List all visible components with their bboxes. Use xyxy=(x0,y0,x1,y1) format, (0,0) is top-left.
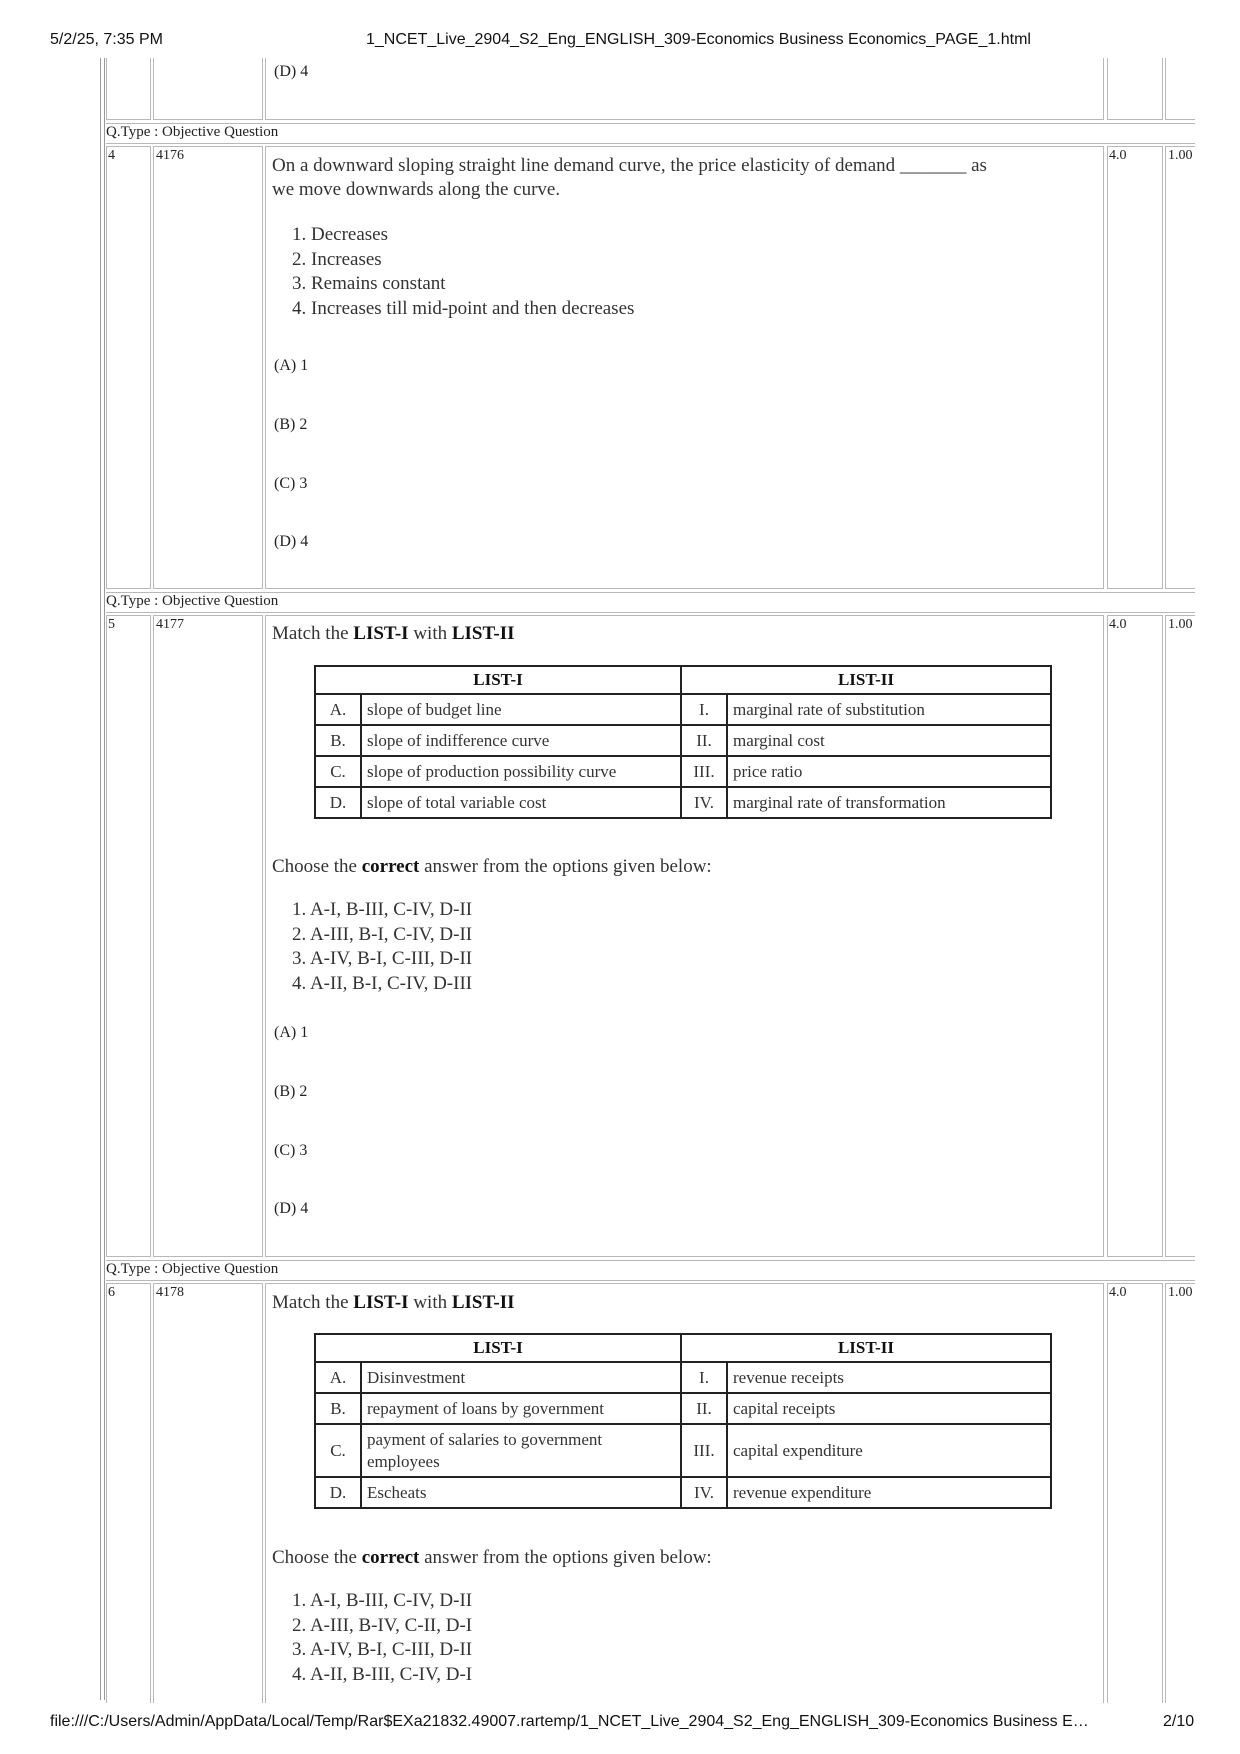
q4-qid-cell xyxy=(153,146,263,589)
q6-sno-cell xyxy=(106,1283,151,1703)
list1-label: C. xyxy=(315,756,361,787)
q5-negative-marks: 1.00 xyxy=(1168,617,1193,632)
q4-marks: 4.0 xyxy=(1109,148,1127,163)
q4-choice: 2. Increases xyxy=(292,248,382,270)
q5-question-id: 4177 xyxy=(156,617,184,632)
q5-intro-with: with xyxy=(408,623,452,644)
q5-serial-number: 5 xyxy=(108,617,115,632)
q4-option-b: (B) 2 xyxy=(274,416,308,433)
q6-marks-cell xyxy=(1107,1283,1163,1703)
table-row xyxy=(315,787,1051,818)
list2-item: capital receipts xyxy=(727,1393,1051,1424)
q5-choice: 4. A-II, B-I, C-IV, D-III xyxy=(292,972,473,994)
list1-label: B. xyxy=(315,1393,361,1424)
q6-qtype-divider-bottom xyxy=(106,1280,1195,1281)
list1-item: slope of production possibility curve xyxy=(361,756,681,787)
prev-sno-cell xyxy=(106,58,151,120)
q6-choice: 2. A-III, B-IV, C-II, D-I xyxy=(292,1614,473,1636)
list1-item: slope of budget line xyxy=(361,694,681,725)
q6-intro xyxy=(272,1291,515,1315)
q5-intro xyxy=(272,622,515,646)
list2-label: IV. xyxy=(681,787,727,818)
q5-choices-list xyxy=(292,898,472,996)
list2-item: marginal rate of substitution xyxy=(727,694,1051,725)
q4-text-line2: we move downwards along the curve. xyxy=(272,179,561,200)
list2-item: marginal cost xyxy=(727,725,1051,756)
list1-header: LIST-I xyxy=(315,666,681,694)
list1-label: A. xyxy=(315,694,361,725)
list1-label: C. xyxy=(315,1424,361,1477)
q5-intro-list2: LIST-II xyxy=(451,623,515,644)
list1-label: D. xyxy=(315,1477,361,1508)
q4-choice: 1. Decreases xyxy=(292,224,389,245)
q6-intro-text: Match the xyxy=(272,1292,354,1313)
q5-choose-instruction xyxy=(272,855,712,879)
q5-choice: 2. A-III, B-I, C-IV, D-II xyxy=(292,923,473,945)
q6-qtype: Q.Type : Objective Question xyxy=(106,1261,279,1277)
q5-choose-bold: correct xyxy=(361,856,420,877)
q4-option-d: (D) 4 xyxy=(274,533,309,550)
table-row xyxy=(315,1393,1051,1424)
table-header-row xyxy=(315,666,1051,694)
q4-choice: 3. Remains constant xyxy=(292,273,446,294)
q5-sno-cell xyxy=(106,615,151,1257)
q5-choose-text: Choose the xyxy=(272,856,362,877)
q4-sno-cell xyxy=(106,146,151,589)
q4-question-cell xyxy=(265,146,1104,589)
q4-option-a: (A) 1 xyxy=(274,357,309,374)
q4-negative-marks: 1.00 xyxy=(1168,148,1193,163)
list2-item: revenue expenditure xyxy=(727,1477,1051,1508)
q4-text-line1: On a downward sloping straight line demand curve, the price elasticity of demand _______ as xyxy=(272,155,987,176)
table-header-row xyxy=(315,1334,1051,1362)
list2-header: LIST-II xyxy=(681,1334,1051,1362)
list1-item: slope of indifference curve xyxy=(361,725,681,756)
list1-item: repayment of loans by government xyxy=(361,1393,681,1424)
q5-choose-rest: answer from the options given below: xyxy=(419,856,712,877)
q6-choices-list xyxy=(292,1589,472,1687)
list2-label: I. xyxy=(681,1362,727,1393)
outer-border-left xyxy=(100,58,101,1700)
q6-match-table xyxy=(314,1333,1052,1509)
prev-option-d: (D) 4 xyxy=(274,63,309,80)
q6-intro-list1: LIST-I xyxy=(353,1292,409,1313)
q5-marks: 4.0 xyxy=(1109,617,1127,632)
q5-qtype: Q.Type : Objective Question xyxy=(106,593,279,609)
outer-border-left-inner xyxy=(104,58,105,1700)
q5-choice: 1. A-I, B-III, C-IV, D-II xyxy=(292,899,473,920)
table-row xyxy=(315,694,1051,725)
q5-marks-cell xyxy=(1107,615,1163,1257)
q5-option-a: (A) 1 xyxy=(274,1024,309,1041)
q6-choice: 1. A-I, B-III, C-IV, D-II xyxy=(292,1590,473,1611)
q6-choose-bold: correct xyxy=(361,1547,420,1568)
q6-intro-with: with xyxy=(408,1292,452,1313)
q4-question-id: 4176 xyxy=(156,148,184,163)
q6-choice: 3. A-IV, B-I, C-III, D-II xyxy=(292,1639,473,1660)
q6-choose-rest: answer from the options given below: xyxy=(419,1547,712,1568)
list2-item: revenue receipts xyxy=(727,1362,1051,1393)
q4-qtype-divider-bottom xyxy=(106,143,1195,144)
print-title: 1_NCET_Live_2904_S2_Eng_ENGLISH_309-Economics Business Economics_PAGE_1.html xyxy=(366,31,1031,48)
list1-label: B. xyxy=(315,725,361,756)
prev-qid-cell xyxy=(153,58,263,120)
list1-item: Disinvestment xyxy=(361,1362,681,1393)
prev-question-cell xyxy=(265,58,1104,120)
list2-label: III. xyxy=(681,756,727,787)
print-file-path: file:///C:/Users/Admin/AppData/Local/Temp/Rar$EXa21832.49007.rartemp/1_NCET_Live_2904_S2_Eng_ENGLISH_309-Economics Business E… xyxy=(50,1713,1089,1730)
q4-choices-list xyxy=(292,223,634,321)
q5-qtype-divider-bottom xyxy=(106,612,1195,613)
q6-negative-marks: 1.00 xyxy=(1168,1285,1193,1300)
q5-neg-cell xyxy=(1165,615,1195,1257)
print-page-number: 2/10 xyxy=(1163,1713,1195,1730)
table-row xyxy=(315,1424,1051,1477)
q6-intro-list2: LIST-II xyxy=(451,1292,515,1313)
q5-option-c: (C) 3 xyxy=(274,1142,308,1159)
list1-item: Escheats xyxy=(361,1477,681,1508)
table-row xyxy=(315,1362,1051,1393)
list1-label: A. xyxy=(315,1362,361,1393)
q6-qid-cell xyxy=(153,1283,263,1703)
q6-question-id: 4178 xyxy=(156,1285,184,1300)
list2-item: capital expenditure xyxy=(727,1424,1051,1477)
q4-choice: 4. Increases till mid-point and then decreases xyxy=(292,297,635,319)
q6-neg-cell xyxy=(1165,1283,1195,1703)
q6-marks: 4.0 xyxy=(1109,1285,1127,1300)
list2-item: marginal rate of transformation xyxy=(727,787,1051,818)
list1-item: payment of salaries to government employees xyxy=(361,1424,681,1477)
q5-match-table xyxy=(314,665,1052,819)
list1-label: D. xyxy=(315,787,361,818)
prev-neg-cell xyxy=(1165,58,1195,120)
list1-header: LIST-I xyxy=(315,1334,681,1362)
print-datetime: 5/2/25, 7:35 PM xyxy=(50,31,163,48)
list2-label: III. xyxy=(681,1424,727,1477)
prev-marks-cell xyxy=(1107,58,1163,120)
q5-qid-cell xyxy=(153,615,263,1257)
table-row xyxy=(315,725,1051,756)
q4-option-c: (C) 3 xyxy=(274,475,308,492)
q5-option-b: (B) 2 xyxy=(274,1083,308,1100)
q6-serial-number: 6 xyxy=(108,1285,115,1300)
list2-label: I. xyxy=(681,694,727,725)
q4-neg-cell xyxy=(1165,146,1195,589)
list1-item: slope of total variable cost xyxy=(361,787,681,818)
table-row xyxy=(315,1477,1051,1508)
list2-label: II. xyxy=(681,725,727,756)
q5-intro-text: Match the xyxy=(272,623,354,644)
list2-header: LIST-II xyxy=(681,666,1051,694)
q5-intro-list1: LIST-I xyxy=(353,623,409,644)
q6-choice: 4. A-II, B-III, C-IV, D-I xyxy=(292,1663,473,1685)
q4-serial-number: 4 xyxy=(108,148,115,163)
q4-qtype: Q.Type : Objective Question xyxy=(106,124,279,140)
list2-label: IV. xyxy=(681,1477,727,1508)
list2-label: II. xyxy=(681,1393,727,1424)
q5-option-d: (D) 4 xyxy=(274,1200,309,1217)
list2-item: price ratio xyxy=(727,756,1051,787)
q5-choice: 3. A-IV, B-I, C-III, D-II xyxy=(292,948,473,969)
q6-choose-text: Choose the xyxy=(272,1547,362,1568)
table-row xyxy=(315,756,1051,787)
q4-marks-cell xyxy=(1107,146,1163,589)
q6-choose-instruction xyxy=(272,1546,712,1570)
